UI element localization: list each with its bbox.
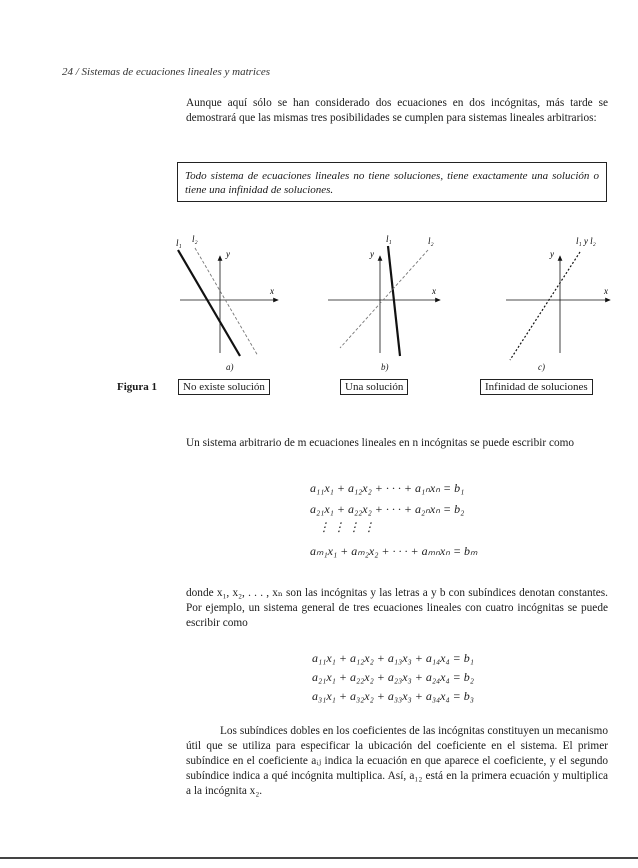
panel-c-letter: c) (538, 362, 545, 372)
equation-row: ⋮ ⋮ ⋮ ⋮ (318, 520, 375, 534)
equation-row: a₃₁x₁ + a₃₂x₂ + a₃₃x₃ + a₃₄x₄ = b₃ (312, 689, 474, 703)
final-paragraph: Los subíndices dobles en los coeficientes de las incógnitas constituyen un mecanismo útil que se utiliza para especificar la ubicación del coeficiente en el sistema. El primer subíndice en el coeficiente aᵢⱼ indica la ecuación en que aparece el coeficiente, y el segundo subíndice indica a qué incógnita multiplica. Así, a₁₂ está en la primera ecuación y multiplica a la incógnita x₂. (186, 725, 608, 797)
figure-label: Figura 1 (117, 381, 158, 393)
panel-a-graph (176, 234, 278, 356)
panel-c-graph (506, 236, 610, 360)
label-l1: l₁ (176, 238, 182, 248)
label-l1-y-l2: l₁ y l₂ (576, 236, 596, 246)
panel-b-graph (328, 234, 440, 356)
axis-x-label: x (604, 286, 608, 296)
axis-y-label: y (370, 249, 374, 259)
equation-row: a₂₁x₁ + a₂₂x₂ + · · · + a₂ₙxₙ = b₂ (310, 502, 465, 516)
caption-one-solution: Una solución (340, 379, 408, 395)
axis-x-label: x (270, 286, 274, 296)
panel-b-letter: b) (381, 362, 389, 372)
line-l1-l2 (510, 252, 580, 360)
equation-row: a₁₁x₁ + a₁₂x₂ + · · · + a₁ₙxₙ = b₁ (310, 481, 465, 495)
label-l1: l₁ (386, 234, 392, 244)
line-l2 (340, 250, 428, 348)
bottom-rule (0, 857, 638, 859)
caption-no-solution: No existe solución (178, 379, 270, 395)
axis-x-label: x (432, 286, 436, 296)
intro-paragraph: Aunque aquí sólo se han considerado dos ecuaciones en dos incógnitas, más tarde se demostrará que las mismas tres posibilidades se cumplen para sistemas lineales arbitrarios: (186, 97, 608, 124)
equation-row: a₁₁x₁ + a₁₂x₂ + a₁₃x₃ + a₁₄x₄ = b₁ (312, 651, 474, 665)
boxed-theorem: Todo sistema de ecuaciones lineales no tiene soluciones, tiene exactamente una solución o tiene una infinidad de soluciones. (177, 162, 607, 202)
label-l2: l₂ (192, 234, 198, 244)
running-head: 24 / Sistemas de ecuaciones lineales y matrices (62, 66, 271, 78)
donde-paragraph: donde x₁, x₂, . . . , xₙ son las incógnitas y las letras a y b con subíndices denotan constantes. Por ejemplo, un sistema general de tres ecuaciones lineales con cuatro incógnitas se puede escribir como (186, 587, 608, 629)
line-l1 (178, 250, 240, 356)
caption-infinite-solutions: Infinidad de soluciones (480, 379, 593, 395)
equation-row: a₂₁x₁ + a₂₂x₂ + a₂₃x₃ + a₂₄x₄ = b₂ (312, 670, 474, 684)
general-system-intro: Un sistema arbitrario de m ecuaciones lineales en n incógnitas se puede escribir como (186, 437, 575, 449)
line-l2 (195, 248, 258, 356)
line-l1 (388, 246, 400, 356)
axis-y-label: y (550, 249, 554, 259)
figure-graphs (160, 228, 620, 378)
panel-a-letter: a) (226, 362, 234, 372)
equation-row: aₘ₁x₁ + aₘ₂x₂ + · · · + aₘₙxₙ = bₘ (310, 544, 478, 558)
axis-y-label: y (226, 249, 230, 259)
label-l2: l₂ (428, 236, 434, 246)
